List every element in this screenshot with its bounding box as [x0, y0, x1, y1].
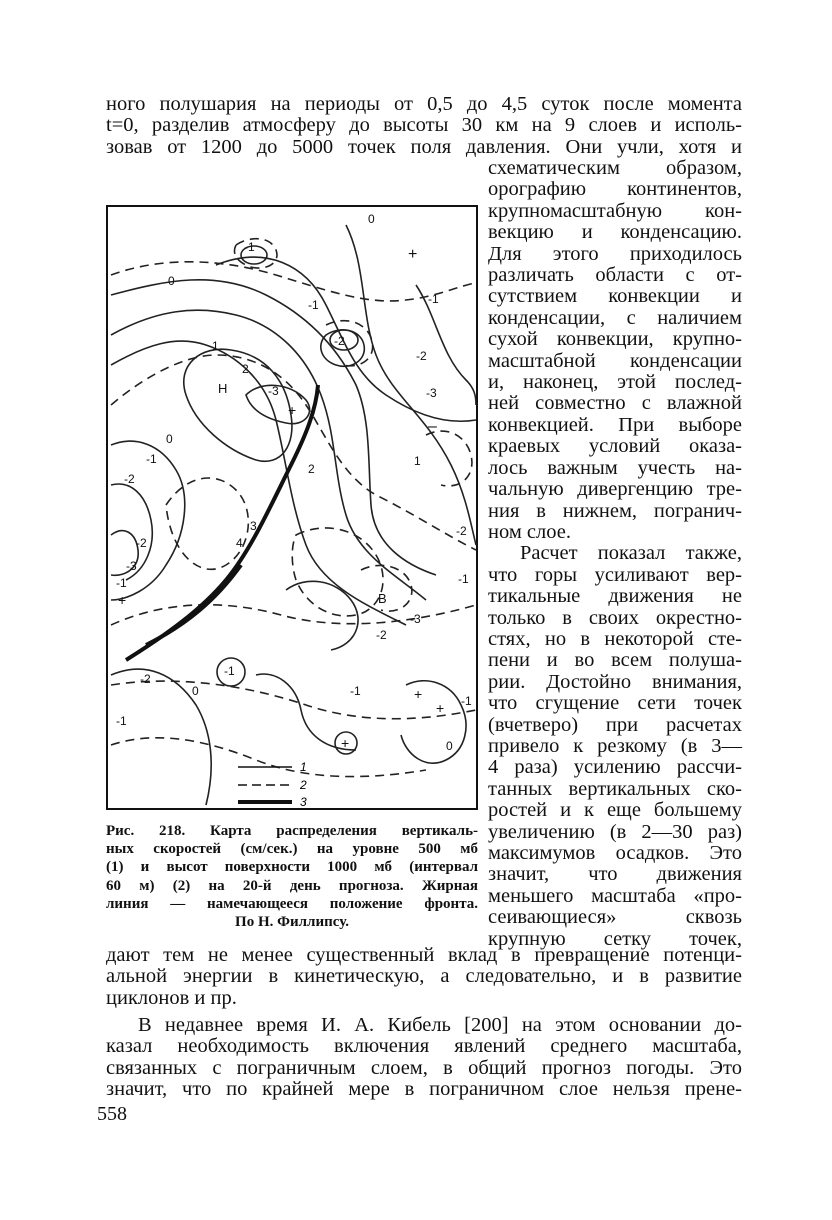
map-legend — [238, 760, 307, 809]
map-label: -3 — [268, 384, 279, 398]
map-label: 0 — [446, 739, 453, 753]
text-line: меньшего масштаба «про- — [488, 884, 742, 907]
map-label: 0 — [168, 274, 175, 288]
contour-line — [416, 285, 476, 405]
map-label: + — [118, 592, 127, 608]
map-label: -2 — [376, 628, 387, 642]
map-label: -3 — [410, 612, 421, 626]
map-label: -1 — [244, 240, 255, 254]
map-label: -1 — [146, 452, 157, 466]
text-line: Расчет показал также, — [520, 542, 742, 565]
contour-line — [292, 528, 383, 616]
text-line: (вчетверо) при расчетах — [488, 713, 742, 736]
top-paragraph — [106, 94, 742, 158]
text-line: пени и во всем полуша- — [488, 649, 742, 672]
text-line: увеличению (в 2—30 раз) — [488, 820, 742, 843]
map-label: -2 — [136, 536, 147, 550]
map-label: 0 — [192, 684, 199, 698]
text-line: альной энергии в кинетическую, а следовательно, и в развитие — [106, 965, 742, 988]
front-segment — [126, 385, 318, 660]
text-line: Для этого приходилось — [488, 242, 742, 265]
caption-credit: По Н. Филлипсу. — [235, 914, 349, 931]
text-line: что сгущение сети точек — [488, 692, 742, 715]
map-label: -2 — [334, 334, 345, 348]
figure-caption — [106, 822, 478, 931]
legend-label: 2 — [300, 778, 307, 792]
text-line: привело к резкому (в 3— — [488, 734, 742, 757]
right-column-text — [488, 158, 742, 950]
text-line: схематическим образом, — [488, 157, 742, 179]
text-line: ростей и к еще большему — [488, 799, 742, 822]
text-line: циклонов и пр. — [106, 986, 237, 1009]
text-line: стях, но в некоторой сте- — [488, 627, 742, 650]
map-frame — [107, 206, 477, 809]
text-line: значит, что движения — [488, 863, 742, 886]
map-label: -1 — [224, 664, 235, 678]
map-label: -3 — [426, 386, 437, 400]
map-label: -3 — [126, 559, 137, 573]
text-line: t=0, разделив атмосферу до высоты 30 км на 9 слоев и исполь- — [106, 114, 742, 137]
contour-line — [401, 681, 466, 763]
text-line: зовав от 1200 до 5000 точек поля давления. Они учли, хотя и — [106, 135, 742, 158]
bottom-paragraph-2 — [106, 1015, 742, 1101]
contour-line — [111, 605, 476, 625]
text-line: орографию континентов, — [488, 178, 742, 201]
text-line: векцию и конденсацию. — [488, 221, 742, 244]
map-label: + — [414, 686, 423, 702]
text-line: дают тем не менее существенный вклад в превращение потенци- — [106, 944, 742, 966]
caption-line: ных скоростей (см/сек.) на уровне 500 мб — [106, 841, 478, 858]
solid-contours — [111, 225, 476, 805]
contour-line — [346, 225, 476, 545]
map-label: -1 — [116, 714, 127, 728]
map-label: 3 — [250, 519, 257, 533]
map-label: Н — [218, 381, 228, 396]
text-line: ния в нижнем, погранич- — [488, 499, 742, 522]
text-line: 4 раза) усилению рассчи- — [488, 756, 742, 779]
legend-label: 1 — [300, 760, 307, 774]
text-line: значит, что по крайней мере в пограничном слое нельзя прене- — [106, 1078, 742, 1101]
map-label: -1 — [458, 572, 469, 586]
map-label: – — [428, 418, 437, 435]
contour-map — [106, 205, 478, 810]
map-label: В — [378, 591, 387, 606]
caption-line: Рис. 218. Карта распределения вертикаль- — [106, 823, 478, 839]
caption-line: 60 м) (2) на 20-й день прогноза. Жирная — [106, 877, 478, 894]
text-line: крупномасштабную кон- — [488, 199, 742, 222]
map-label: + — [408, 246, 418, 263]
map-label: 4 — [236, 536, 243, 550]
map-label: -2 — [456, 524, 467, 538]
map-label: -1 — [428, 292, 439, 306]
contour-line — [111, 280, 436, 575]
contour-line — [111, 310, 426, 600]
front-line — [126, 385, 318, 660]
caption-line: линия — намечающееся положение фронта. — [106, 895, 478, 912]
contour-line — [111, 738, 426, 777]
bottom-paragraph-1 — [106, 945, 742, 1009]
map-label: -1 — [350, 684, 361, 698]
map-label: 0 — [368, 212, 375, 226]
text-line: казал необходимость включения явлений среднего масштаба, — [106, 1035, 742, 1058]
text-line: тикальные движения не — [488, 585, 742, 608]
text-line: танных вертикальных ско- — [488, 777, 742, 800]
contour-line — [166, 478, 248, 569]
text-line: сутствием конвекции и — [488, 285, 742, 308]
text-line: крупную сетку точек, — [488, 927, 742, 950]
map-label: 1 — [414, 454, 421, 468]
contour-line — [426, 431, 472, 486]
map-label: + — [288, 402, 297, 418]
text-line: различать области с от- — [488, 264, 742, 287]
text-line: максимумов осадков. Это — [488, 842, 742, 864]
text-line: чальную дивергенцию тре- — [488, 478, 742, 501]
text-line: ней совместно с влажной — [488, 392, 742, 415]
map-label: 2 — [308, 462, 315, 476]
contour-line — [216, 257, 476, 421]
map-label: + — [341, 735, 350, 751]
text-line: сухой конвекции, крупно- — [488, 328, 742, 351]
text-line: только в своих окрестно- — [488, 606, 742, 629]
contour-line — [184, 349, 292, 461]
map-label: -1 — [308, 298, 319, 312]
contour-line — [111, 341, 406, 625]
page-number: 558 — [97, 1103, 127, 1125]
map-label: -2 — [140, 672, 151, 686]
map-label: -1 — [116, 576, 127, 590]
contour-line — [326, 321, 373, 366]
map-label: -1 — [461, 694, 472, 708]
text-line: что горы усиливают вер- — [488, 563, 742, 586]
text-line: рии. Достойно внимания, — [488, 670, 742, 693]
text-line: конвекцией. При выборе — [488, 413, 742, 436]
map-label: + — [436, 700, 445, 716]
legend-label: 3 — [300, 795, 307, 809]
map-labels — [116, 212, 472, 753]
text-line: лось важным учесть на- — [488, 456, 742, 479]
text-line: краевых условий оказа- — [488, 435, 742, 458]
text-line: В недавнее время И. А. Кибель [200] на этом основании до- — [138, 1014, 742, 1036]
text-line: масштабной конденсации — [488, 349, 742, 372]
text-line: ного полушария на периоды от 0,5 до 4,5 суток после момента — [106, 93, 742, 115]
map-label: -2 — [124, 472, 135, 486]
map-label: 1 — [212, 339, 219, 353]
contour-line — [111, 355, 476, 550]
map-label: -2 — [416, 349, 427, 363]
text-line: связанных с пограничным слоем, в общий прогноз погоды. Это — [106, 1056, 742, 1079]
text-line: конденсации, с наличием — [488, 306, 742, 329]
text-line: сеивающиеся» сквозь — [488, 906, 742, 929]
caption-line: (1) и высот поверхности 1000 мб (интервал — [106, 859, 478, 876]
map-label: 0 — [166, 432, 173, 446]
text-line: ном слое. — [488, 520, 571, 543]
text-line: и, наконец, этой послед- — [488, 371, 742, 394]
contour-map-figure — [106, 205, 478, 810]
map-label: 2 — [242, 362, 249, 376]
